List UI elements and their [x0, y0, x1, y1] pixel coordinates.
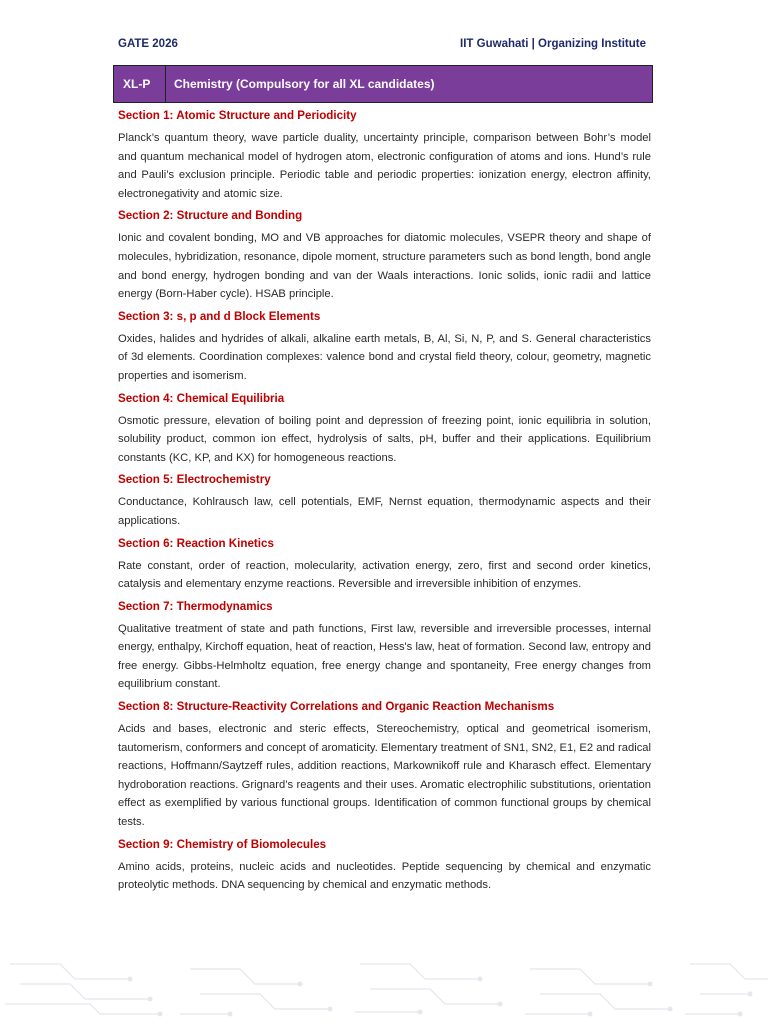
paper-banner [113, 65, 653, 103]
section-5 [118, 473, 651, 530]
circuit-pattern-decoration [0, 944, 768, 1024]
section-title: Section 9: Chemistry of Biomolecules [118, 837, 327, 851]
section-1 [118, 109, 651, 203]
section-body: Osmotic pressure, elevation of boiling point and depression of freezing point, ionic equilibria in solution, solubility product, common ion effect, hydrolysis of salts, pH, buffer and their applications. Equilibrium constants (KC, KP, and KX) for homogeneous reactions. [118, 414, 651, 464]
section-body: Acids and bases, electronic and steric effects, Stereochemistry, optical and geometrical isomerism, tautomerism, conformers and concept of aromaticity. Elementary treatment of SN1, SN2, E1, E2 and radical reactions, Hoffmann/Saytzeff rules, addition reactions, Markownikoff rule and Kharasch effect. Elementary hydroboration reactions. Grignard’s reagents and their uses. Aromatic electrophilic substitutions, orientation effect as exemplified by various functional groups. Identification of common functional groups by chemical tests. [118, 723, 651, 829]
section-title: Section 4: Chemical Equilibria [118, 391, 285, 405]
section-title: Section 7: Thermodynamics [118, 599, 273, 613]
section-title: Section 2: Structure and Bonding [118, 209, 303, 223]
section-2 [118, 209, 651, 303]
exam-name: GATE 2026 [118, 38, 178, 50]
paper-title: Chemistry (Compulsory for all XL candidates) [174, 77, 435, 91]
section-8 [118, 700, 651, 832]
section-body: Amino acids, proteins, nucleic acids and nucleotides. Peptide sequencing by chemical and enzymatic proteolytic methods. DNA sequencing by chemical and enzymatic methods. [118, 860, 651, 892]
section-title: Section 1: Atomic Structure and Periodicity [118, 109, 357, 122]
section-4 [118, 392, 651, 468]
section-title: Section 6: Reaction Kinetics [118, 536, 274, 550]
organizer-name: IIT Guwahati | Organizing Institute [460, 38, 646, 50]
section-body: Qualitative treatment of state and path functions, First law, reversible and irreversible processes, internal energy, enthalpy, Kirchoff equation, heat of reaction, Hess's law, heat of formation. Second law, entropy and free energy. Gibbs‑Helmholtz equation, free energy change and spontaneity, Free energy changes from equilibrium constant. [118, 622, 651, 691]
section-title: Section 5: Electrochemistry [118, 473, 271, 487]
section-title: Section 3: s, p and d Block Elements [118, 309, 321, 323]
section-9 [118, 838, 651, 895]
syllabus-content [118, 104, 651, 901]
paper-code: XL-P [114, 66, 166, 102]
section-body: Planck’s quantum theory, wave particle duality, uncertainty principle, comparison between Bohr’s model and quantum mechanical model of hydrogen atom, electronic configuration of atoms and ions. Hund’s rule and Pauli’s exclusion principle. Periodic table and periodic properties: ionization energy, electron affinity, electronegativity and atomic size. [118, 132, 651, 200]
section-body: Oxides, halides and hydrides of alkali, alkaline earth metals, B, Al, Si, N, P, and S. General characteristics of 3d elements. Coordination complexes: valence bond and crystal field theory, colour, geometry, magnetic properties and isomerism. [118, 332, 651, 382]
section-7 [118, 600, 651, 694]
section-body: Rate constant, order of reaction, molecularity, activation energy, zero, first and second order kinetics, catalysis and elementary enzyme reactions. Reversible and irreversible inhibition of enzymes. [118, 559, 651, 591]
section-3 [118, 310, 651, 386]
section-6 [118, 537, 651, 594]
page-header [118, 38, 646, 56]
section-body: Ionic and covalent bonding, MO and VB approaches for diatomic molecules, VSEPR theory and shape of molecules, hybridization, resonance, dipole moment, structure parameters such as bond length, bond angle and bond energy, hydrogen bonding and van der Waals interactions. Ionic solids, ionic radii and lattice energy (Born‑Haber cycle). HSAB principle. [118, 232, 651, 301]
section-body: Conductance, Kohlrausch law, cell potentials, EMF, Nernst equation, thermodynamic aspects and their applications. [118, 496, 651, 527]
section-title: Section 8: Structure-Reactivity Correlations and Organic Reaction Mechanisms [118, 700, 555, 714]
